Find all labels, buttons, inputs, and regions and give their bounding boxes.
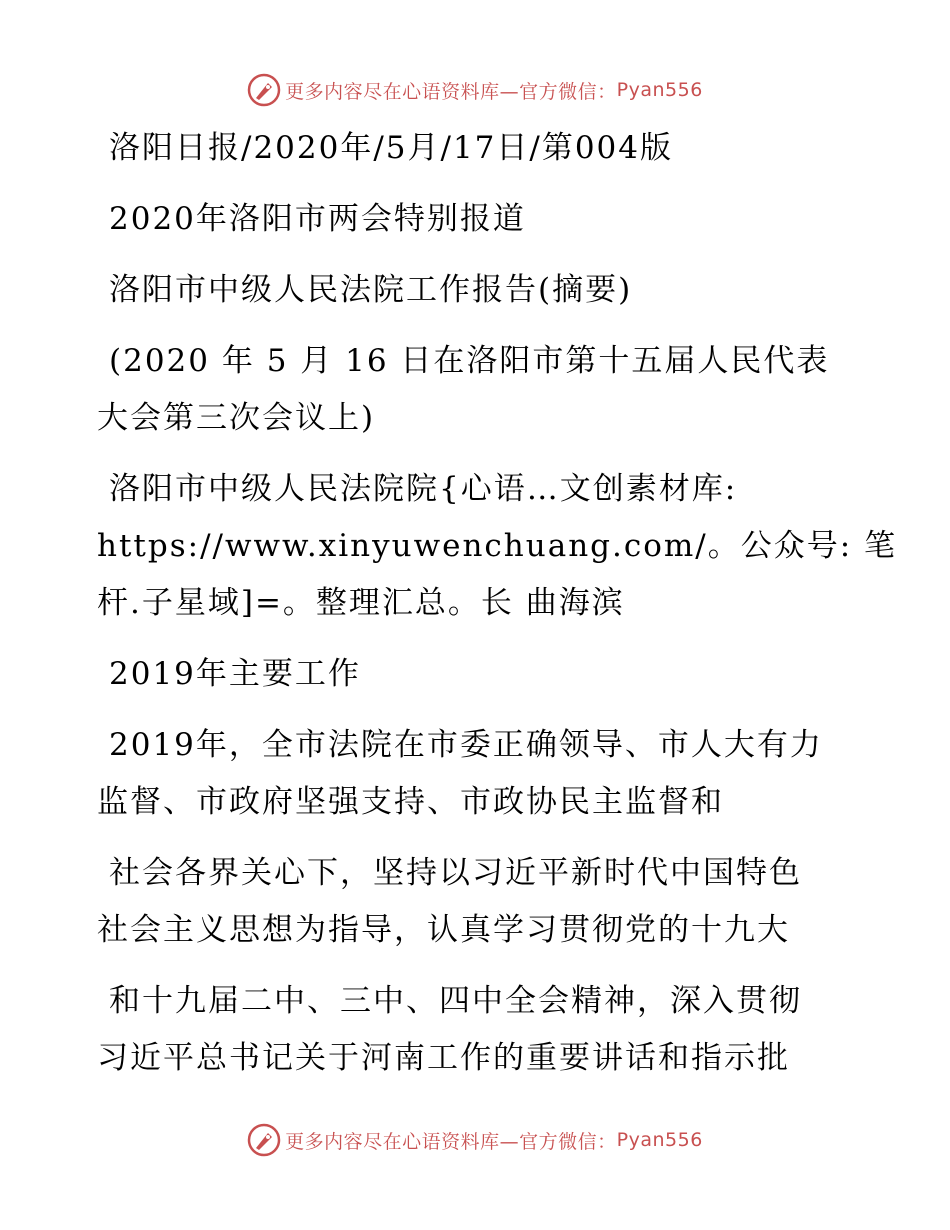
section-heading: 2019年主要工作 xyxy=(109,656,361,692)
report-title: 洛阳市中级人民法院工作报告(摘要) xyxy=(109,272,633,308)
wechat-id: Pyan556 xyxy=(616,79,703,101)
paragraph-line: 习近平总书记关于河南工作的重要讲话和指示批 xyxy=(97,1040,790,1076)
author-line: https://www.xinyuwenchuang.com/。公众号: 笔 xyxy=(97,528,898,564)
document-body xyxy=(97,120,898,1087)
paragraph-line: 和十九届二中、三中、四中全会精神，深入贯彻 xyxy=(109,983,802,1019)
section-title: 2020年洛阳市两会特别报道 xyxy=(109,201,526,237)
banner-text: 更多内容尽在心语资料库—官方微信： xyxy=(285,1130,617,1153)
paragraph-line: 监督、市政府坚强支持、市政协民主监督和 xyxy=(97,784,724,820)
source-line: 洛阳日报/2020年/5月/17日/第004版 xyxy=(109,130,674,166)
pen-nib-icon xyxy=(247,73,281,107)
header-banner xyxy=(0,70,950,110)
meeting-line: 大会第三次会议上) xyxy=(97,400,376,436)
pen-nib-icon xyxy=(247,1123,281,1157)
meeting-line: (2020 年 5 月 16 日在洛阳市第十五届人民代表 xyxy=(109,343,830,379)
author-line: 洛阳市中级人民法院院{心语…文创素材库: xyxy=(109,471,738,507)
author-line: 杆.子星域]=。整理汇总。长 曲海滨 xyxy=(97,585,625,621)
footer-banner xyxy=(0,1120,950,1160)
wechat-id: Pyan556 xyxy=(616,1129,703,1151)
paragraph-line: 2019年，全市法院在市委正确领导、市人大有力 xyxy=(109,727,823,763)
banner-text: 更多内容尽在心语资料库—官方微信： xyxy=(285,80,617,103)
paragraph-line: 社会主义思想为指导，认真学习贯彻党的十九大 xyxy=(97,912,790,948)
paragraph-line: 社会各界关心下，坚持以习近平新时代中国特色 xyxy=(109,855,802,891)
